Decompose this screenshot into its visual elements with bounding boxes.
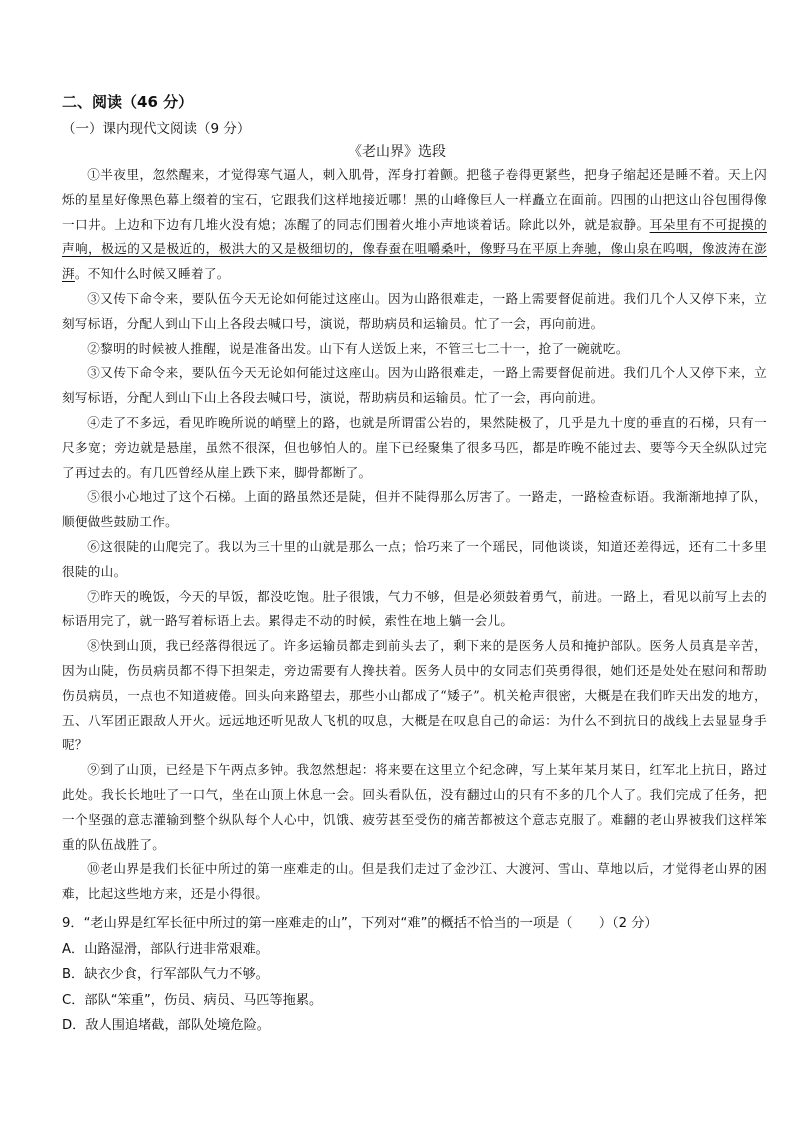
paragraph-1-text: ①半夜里，忽然醒来，才觉得寒气逼人，刺入肌骨，浑身打着颤。把毯子卷得更紧些，把身子缩起还是睡不着。天上闪烁的星星好像黑色幕上缀着的宝石，它跟我们这样地接近哪！黑的山峰像巨人一样矗立在面前。四围的山把这山谷包围得像一口井。上边和下边有几堆火没有熄；冻醒了的同志们围着火堆小声地谈着话。除此以外，就是寂静。 xyxy=(62,167,767,232)
paragraph-10: ⑩老山界是我们长征中所过的第一座难走的山。但是我们走过了金沙江、大渡河、雪山、草地以后，才觉得老山界的困难，比起这些地方来，还是小得很。 xyxy=(62,861,767,902)
paragraph-6: ⑥这很陡的山爬完了。我以为三十里的山就是那么一点；恰巧来了一个瑶民，同他谈谈，知道还差得远，还有二十多里很陡的山。 xyxy=(62,538,767,579)
option-a: A．山路湿滑，部队行进非常艰难。 xyxy=(62,941,269,957)
article-body xyxy=(62,163,767,907)
paragraph-8: ⑧快到山顶，我已经落得很远了。许多运输员都走到前头去了，剩下来的是医务人员和掩护部队。医务人员真是辛苦，因为山陡，伤员病员都不得下担架走，旁边需要有人搀扶着。医务人员中的女同志们英勇得很，她们还是处处在慰问和帮助伤员病员，一点也不知道疲倦。回头向来路望去，那些小山都成了“矮子”。机关枪声很密，大概是在我们昨天出发的地方，五、八军团正跟敌人开火。远远地还听见敌人飞机的叹息，大概是在叹息自己的命运：为什么不到抗日的战线上去显显身手呢？ xyxy=(62,638,767,753)
paragraph-2: ②黎明的时候被人推醒，说是准备出发。山下有人送饭上来，不管三七二十一，抢了一碗就吃。 xyxy=(87,340,629,356)
paragraph-3a: ③又传下命令来，要队伍今天无论如何能过这座山。因为山路很难走，一路上需要督促前进。我们几个人又停下来，立刻写标语，分配人到山下山上各段去喊口号，演说，帮助病员和运输员。忙了一会，再向前进。 xyxy=(62,290,767,331)
option-b: B．缺衣少食，行军部队气力不够。 xyxy=(62,967,269,982)
option-c: C．部队“笨重”，伤员、病员、马匹等拖累。 xyxy=(62,992,323,1008)
question-stem: 9．“老山界是红军长征中所过的第一座难走的山”，下列对“难”的概括不恰当的一项是（ ）（2 分） xyxy=(62,916,658,931)
paragraph-7: ⑦昨天的晚饭，今天的早饭，都没吃饱。肚子很饿，气力不够，但是必须鼓着勇气，前进。一路上，看见以前写上去的标语用完了，就一路写着标语上去。累得走不动的时候，索性在地上躺一会儿。 xyxy=(62,588,767,629)
section-subtitle: （一）课内现代文阅读（9 分） xyxy=(62,121,251,137)
option-d: D．敌人围追堵截，部队处境危险。 xyxy=(62,1018,270,1033)
paragraph-9: ⑨到了山顶，已经是下午两点多钟。我忽然想起：将来要在这里立个纪念碑，写上某年某月某日，红军北上抗日，路过此处。我长长地吐了一口气，坐在山顶上休息一会。回头看队伍，没有翻过山的只有不多的几个人了。我们完成了任务，把一个坚强的意志灌输到整个纵队每个人心中，饥饿、疲劳甚至受伤的痛苦都被这个意志克服了。难翻的老山界被我们这样笨重的队伍战胜了。 xyxy=(62,762,767,852)
paragraph-5: ⑤很小心地过了这个石梯。上面的路虽然还是陡，但并不陡得那么厉害了。一路走，一路检查标语。我渐渐地掉了队，顺便做些鼓励工作。 xyxy=(62,489,767,530)
paragraph-1 xyxy=(62,163,767,287)
paragraph-1-end: 。不知什么时候又睡着了。 xyxy=(74,266,230,282)
article-title: 《老山界》选段 xyxy=(348,144,446,160)
underlined-sentence: 耳朵里有不可捉摸的声响，极远的又是极近的，极洪大的又是极细切的，像春蚕在咀嚼桑叶，像野马在平原上奔驰，像山泉在呜咽，像波涛在澎湃 xyxy=(62,216,768,282)
paragraph-4: ④走了不多远，看见昨晚所说的峭壁上的路，也就是所谓雷公岩的，果然陡极了，几乎是九十度的垂直的石梯，只有一尺多宽；旁边就是悬崖，虽然不很深，但也够怕人的。崖下已经聚集了很多马匹，都是昨晚不能过去、要等今天全纵队过完了再过去的。有几匹曾经从崖上跌下来，脚骨都断了。 xyxy=(62,414,767,480)
question-9 xyxy=(62,911,767,1039)
paragraph-3b: ③又传下命令来，要队伍今天无论如何能过这座山。因为山路很难走，一路上需要督促前进。我们几个人又停下来，立刻写标语，分配人到山下山上各段去喊口号，演说，帮助病员和运输员。忙了一会，再向前进。 xyxy=(62,365,767,406)
section-title: 二、阅读（46 分） xyxy=(62,93,194,111)
